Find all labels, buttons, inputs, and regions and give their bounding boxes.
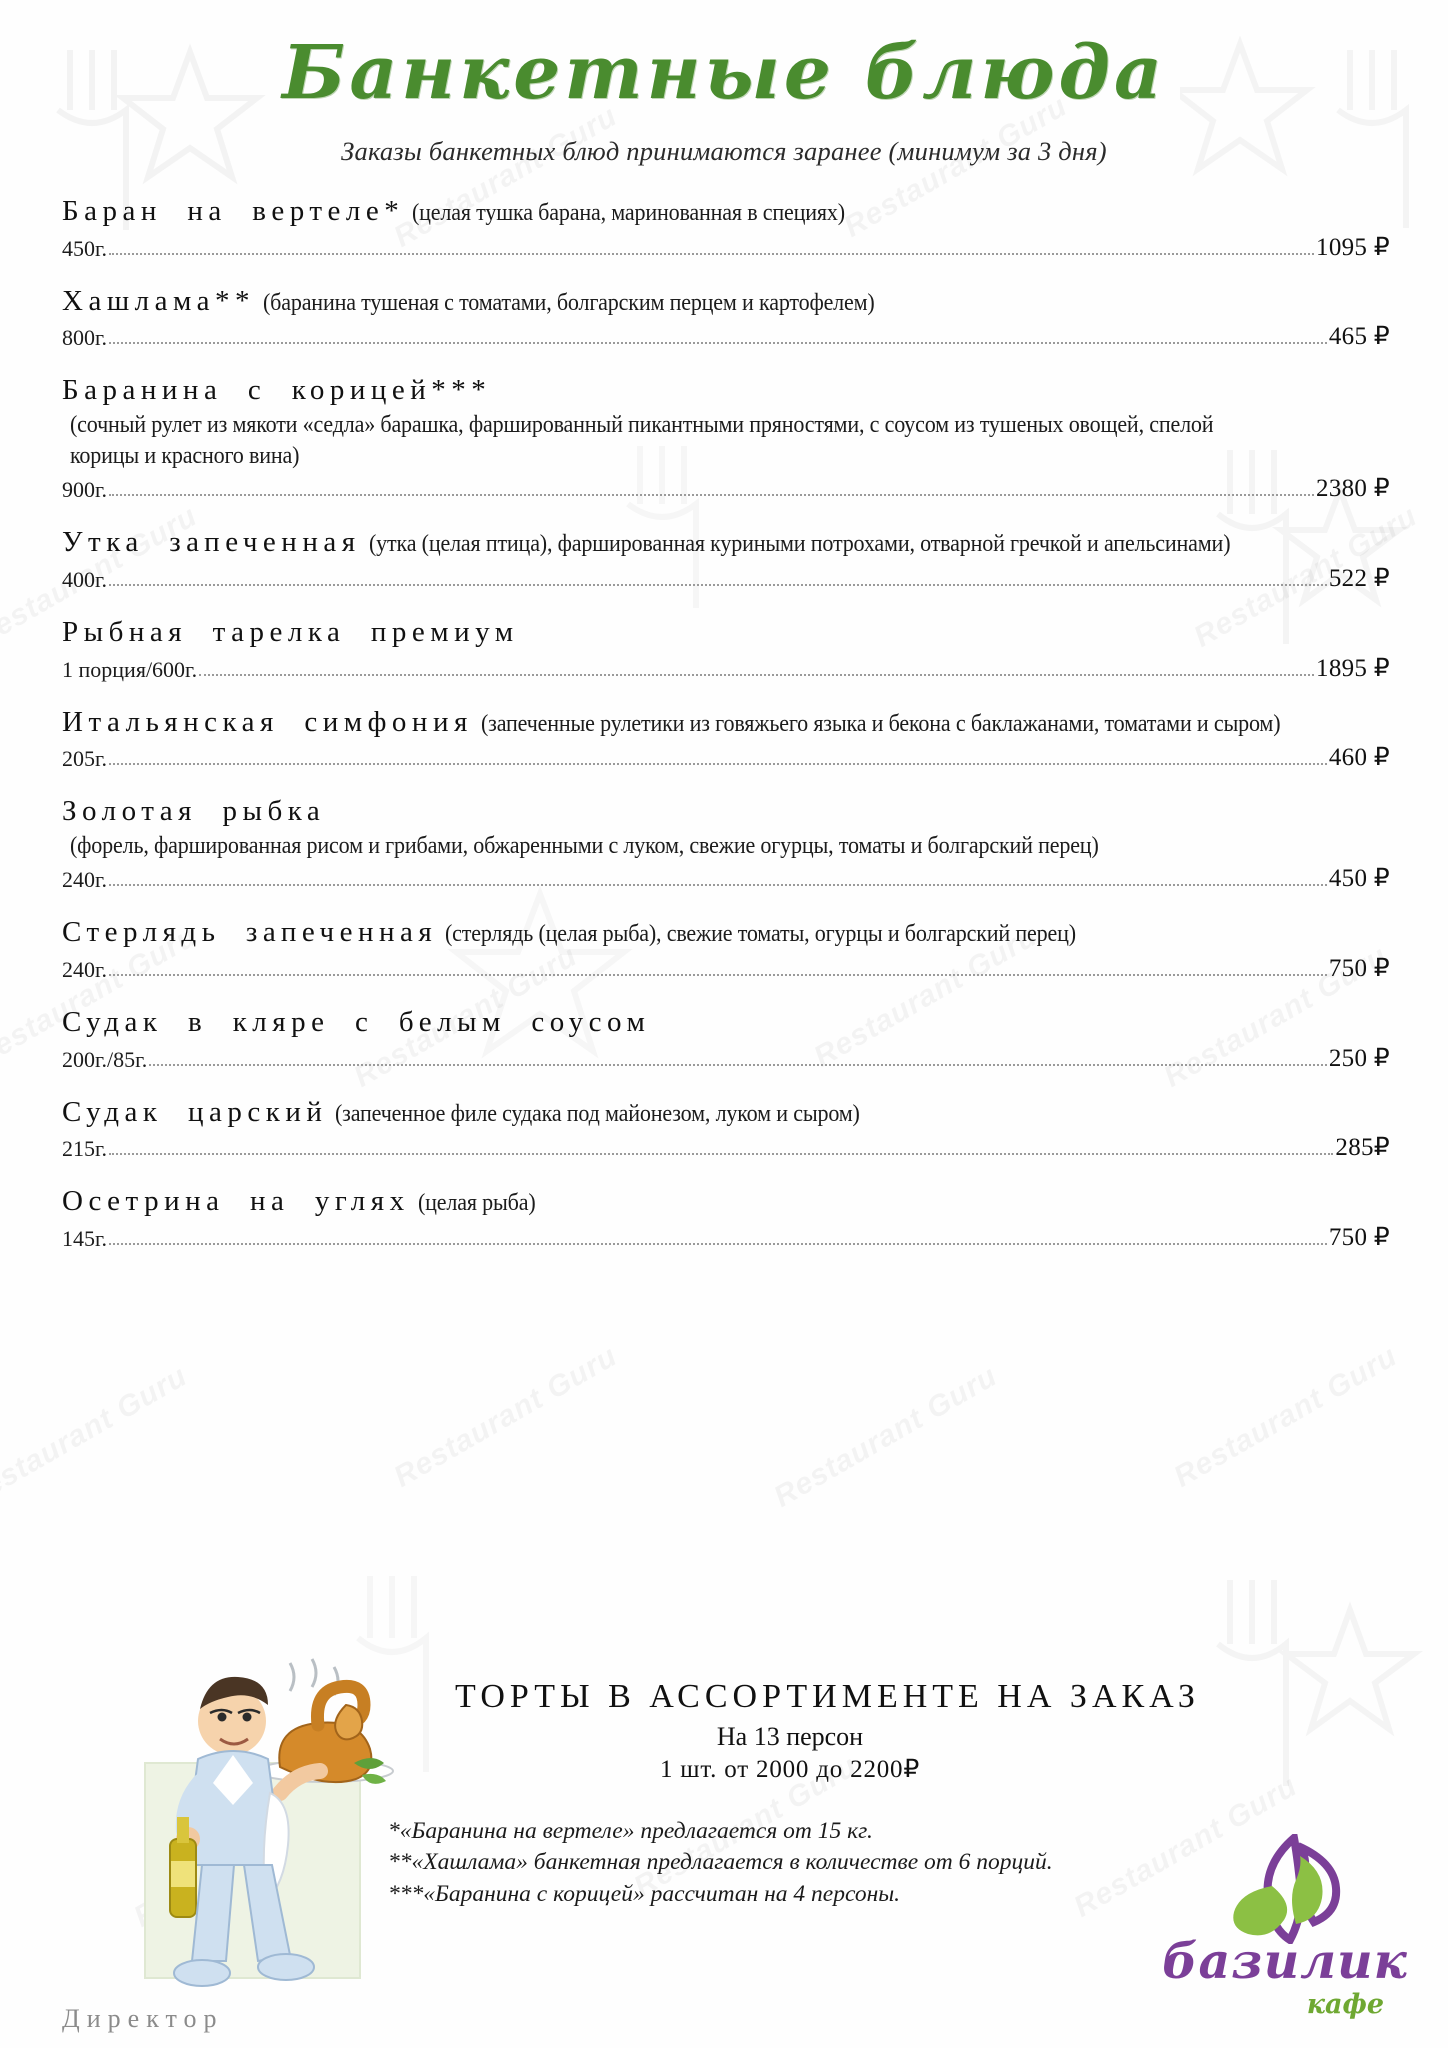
leader-dots	[109, 341, 1327, 344]
menu-item-text	[62, 704, 1390, 742]
footnote-item: *«Баранина на вертеле» предлагается от 15 кг.	[388, 1818, 873, 1844]
dish-description: (целая тушка барана, маринованная в специях)	[412, 199, 846, 226]
leader-dots	[199, 673, 1314, 676]
dish-price: 285₽	[1335, 1134, 1390, 1162]
dish-name: Золотая рыбка	[62, 795, 326, 828]
dish-weight: 800г.	[62, 325, 108, 351]
dish-description: (утка (целая птица), фаршированная куриными потрохами, отварной гречкой и апельсинами)	[368, 531, 1230, 558]
cakes-block	[455, 1678, 1235, 1784]
price-row	[62, 321, 1390, 351]
price-row	[62, 563, 1390, 593]
menu-item	[62, 914, 1390, 983]
leader-dots	[109, 762, 1327, 765]
price-row	[62, 953, 1390, 983]
price-row	[62, 1043, 1390, 1073]
price-row	[62, 1132, 1390, 1162]
director-signature: Директор	[62, 2004, 224, 2033]
menu-item-text	[62, 283, 1390, 321]
cakes-title: ТОРТЫ В АССОРТИМЕНТЕ НА ЗАКАЗ	[455, 1678, 1200, 1715]
dish-price: 522 ₽	[1328, 565, 1390, 593]
dish-price: 2380 ₽	[1316, 475, 1390, 503]
dish-name: Утка запеченная	[62, 526, 361, 559]
dish-name: Рыбная тарелка премиум	[62, 616, 519, 649]
menu-item	[62, 1004, 1390, 1073]
logo-sub: кафе	[1306, 1989, 1384, 2020]
footnote-item: **«Хашлама» банкетная предлагается в количестве от 6 порций.	[388, 1849, 1053, 1876]
cakes-price: 1 шт. от 2000 до 2200₽	[659, 1756, 921, 1783]
dish-weight: 215г.	[62, 1136, 108, 1162]
dish-description: (запеченные рулетики из говяжьего языка и бекона с баклажанами, томатами и сыром)	[480, 710, 1281, 737]
leader-dots	[109, 583, 1327, 586]
price-row	[62, 742, 1390, 772]
dish-description: (стерлядь (целая рыба), свежие томаты, огурцы и болгарский перец)	[445, 921, 1077, 948]
menu-item-text	[62, 1004, 1390, 1042]
dish-name: Судак в кляре с белым соусом	[62, 1005, 651, 1038]
watermark-text	[768, 1359, 1003, 1514]
watermark-text	[0, 1359, 193, 1514]
dish-price: 750 ₽	[1328, 954, 1390, 982]
leader-dots	[109, 1242, 1327, 1245]
dish-weight: 240г.	[62, 867, 108, 893]
dish-name: Судак царский	[62, 1095, 328, 1128]
dish-description: (форель, фаршированная рисом и грибами, обжаренными с луком, свежие огурцы, томаты и болгарский перец)	[70, 833, 1099, 860]
footer-section	[0, 1668, 1448, 2048]
menu-item-text	[62, 614, 1390, 652]
menu-item	[62, 704, 1390, 773]
dish-weight: 900г.	[62, 477, 108, 503]
leader-dots	[109, 252, 1314, 255]
leader-dots	[109, 883, 1327, 886]
dish-description: (целая рыба)	[417, 1190, 536, 1217]
footnotes	[388, 1816, 1053, 1910]
menu-item	[62, 283, 1390, 352]
dish-name: Осетрина на углях	[62, 1185, 410, 1218]
menu-item	[62, 193, 1390, 262]
menu-item	[62, 614, 1390, 683]
menu-item-text	[62, 524, 1390, 562]
price-row	[62, 653, 1390, 683]
leader-dots	[109, 493, 1314, 496]
dish-name: Итальянская симфония	[62, 705, 473, 738]
dish-price: 460 ₽	[1328, 744, 1390, 772]
dish-description: (запеченное филе судака под майонезом, луком и сыром)	[335, 1100, 861, 1127]
menu-item	[62, 372, 1390, 503]
menu-item	[62, 1183, 1390, 1252]
cakes-persons: На 13 персон	[716, 1722, 864, 1751]
dish-price: 465 ₽	[1328, 323, 1390, 351]
price-row	[62, 1222, 1390, 1252]
menu-item-text	[62, 1183, 1390, 1221]
menu-item-text	[62, 372, 1390, 472]
menu-item	[62, 1094, 1390, 1163]
dish-description: (баранина тушеная с томатами, болгарским перцем и картофелем)	[263, 289, 875, 316]
page-subtitle: Заказы банкетных блюд принимаются заранее (минимум за 3 дня)	[341, 135, 1107, 166]
basil-leaf-icon	[1220, 1834, 1350, 1944]
cafe-logo	[1160, 1834, 1410, 2024]
dish-name: Баран на вертеле*	[62, 194, 405, 227]
dish-weight: 450г.	[62, 235, 108, 261]
dish-name: Хашлама**	[62, 284, 256, 317]
dish-price: 1895 ₽	[1316, 654, 1390, 682]
price-row	[62, 232, 1390, 262]
watermark-text	[1168, 1339, 1403, 1494]
dish-weight: 1 порция/600г.	[62, 656, 198, 682]
price-row	[62, 473, 1390, 503]
price-row	[62, 863, 1390, 893]
dish-price: 1095 ₽	[1316, 233, 1390, 261]
dish-weight: 145г.	[62, 1226, 108, 1252]
dish-price: 450 ₽	[1328, 865, 1390, 893]
dish-weight: 205г.	[62, 746, 108, 772]
leader-dots	[149, 1063, 1327, 1066]
dish-description: (сочный рулет из мякоти «седла» барашка, фаршированный пикантными пряностями, с соусом из тушеных овощей, спелой корицы и красного вина)	[70, 411, 1214, 470]
leader-dots	[109, 973, 1327, 976]
dish-weight: 240г.	[62, 956, 108, 982]
dish-weight: 200г./85г.	[62, 1046, 148, 1072]
page-title: Банкетные блюда	[282, 30, 1166, 116]
footnote-item: ***«Баранина с корицей» рассчитан на 4 персоны.	[388, 1880, 901, 1907]
dish-name: Баранина с корицей***	[62, 374, 492, 407]
watermark-text	[388, 1339, 623, 1494]
dish-weight: 400г.	[62, 567, 108, 593]
menu-item-text	[62, 914, 1390, 952]
logo-name: базилик	[1162, 1932, 1408, 1990]
dish-price: 750 ₽	[1328, 1224, 1390, 1252]
dish-price: 250 ₽	[1328, 1044, 1390, 1072]
leader-dots	[109, 1152, 1333, 1155]
menu-item-list	[62, 193, 1390, 1252]
menu-item-text	[62, 1094, 1390, 1132]
menu-item	[62, 793, 1390, 893]
menu-item-text	[62, 193, 1390, 231]
menu-item-text	[62, 793, 1390, 862]
menu-item	[62, 524, 1390, 593]
dish-name: Стерлядь запеченная	[62, 916, 438, 949]
